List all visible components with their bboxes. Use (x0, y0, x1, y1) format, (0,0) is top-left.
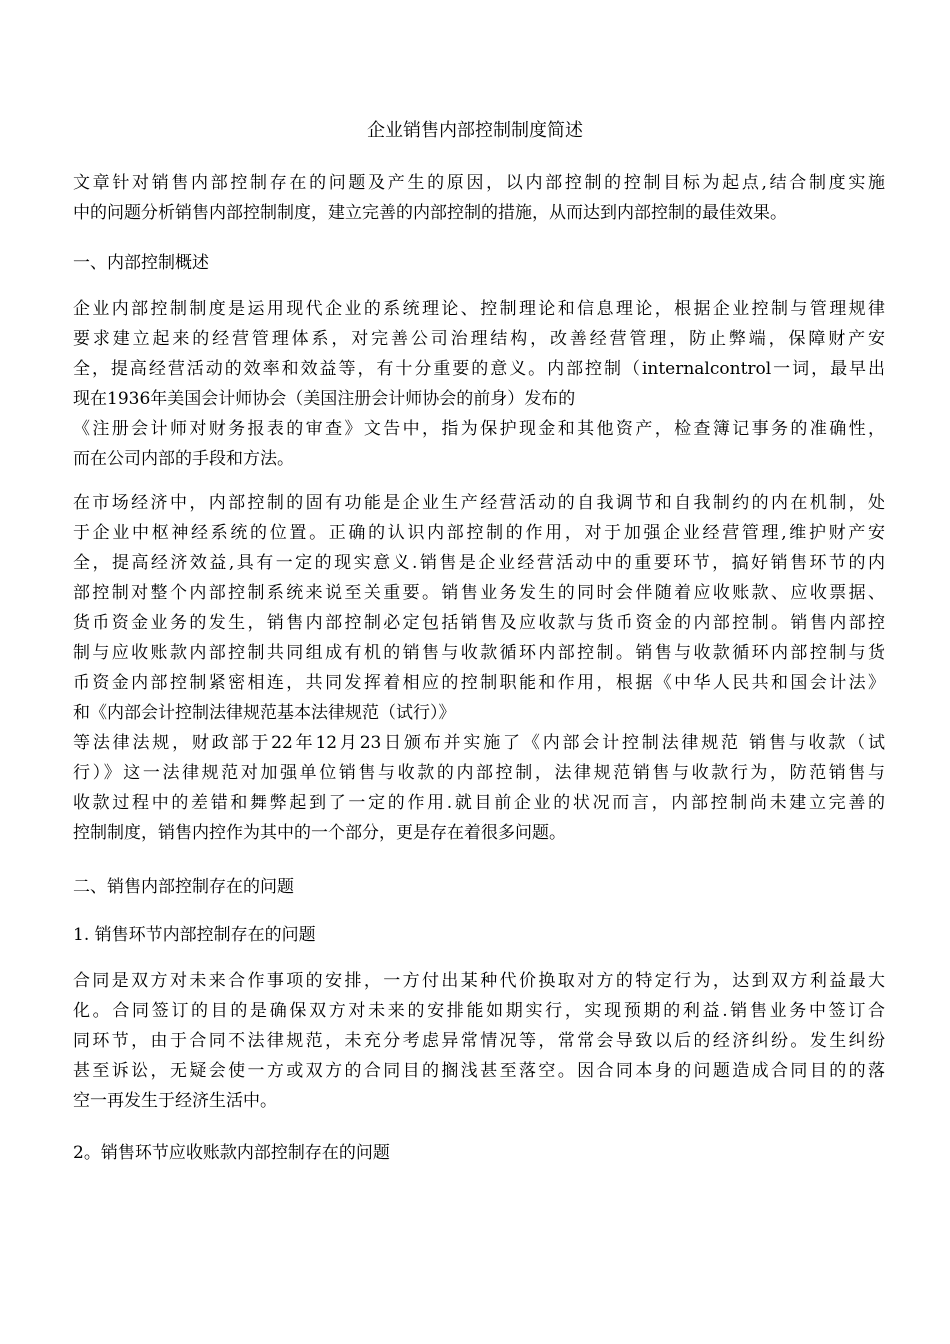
paragraph-line: 现在1936年美国会计师协会（美国注册会计师协会的前身）发布的 (73, 389, 576, 409)
paragraph-line: 全，提高经济效益,具有一定的现实意义.销售是企业经营活动中的重要环节，搞好销售环节的内 (73, 553, 885, 573)
paragraph-line: 和《内部会计控制法律规范基本法律规范（试行）》 (73, 703, 456, 723)
abstract-line: 文章针对销售内部控制存在的问题及产生的原因，以内部控制的控制目标为起点,结合制度实施 (73, 173, 885, 193)
paragraph-line: 制与应收账款内部控制共同组成有机的销售与收款循环内部控制。销售与收款循环内部控制与货 (73, 643, 885, 663)
section2-subsection1-paragraph (73, 966, 885, 1116)
section2-heading: 二、销售内部控制存在的问题 (73, 877, 294, 897)
paragraph-line: 空一再发生于经济生活中。 (73, 1091, 277, 1111)
paragraph-line: 同环节，由于合同不法律规范，未充分考虑异常情况等，常常会导致以后的经济纠纷。发生纠纷 (73, 1031, 885, 1051)
abstract-paragraph (73, 168, 885, 228)
paragraph-line: 行）》这一法律规范对加强单位销售与收款的内部控制，法律规范销售与收款行为，防范销售与 (73, 763, 885, 783)
section2-subsection1-heading: 1. 销售环节内部控制存在的问题 (73, 925, 316, 945)
paragraph-line: 全，提高经营活动的效率和效益等，有十分重要的意义。内部控制（internalcontrol一词，最早出 (73, 359, 885, 379)
paragraph-line: 企业内部控制制度是运用现代企业的系统理论、控制理论和信息理论，根据企业控制与管理规律 (73, 299, 885, 319)
paragraph-line: 于企业中枢神经系统的位置。正确的认识内部控制的作用，对于加强企业经营管理,维护财产安 (73, 523, 885, 543)
paragraph-line: 在市场经济中，内部控制的固有功能是企业生产经营活动的自我调节和自我制约的内在机制，处 (73, 493, 885, 513)
paragraph-line: 等法律法规，财政部于22年12月23日颁布并实施了《内部会计控制法律规范 销售与收款（试 (73, 733, 885, 753)
paragraph-line: 控制制度，销售内控作为其中的一个部分，更是存在着很多问题。 (73, 823, 566, 843)
section1-heading: 一、内部控制概述 (73, 253, 209, 273)
paragraph-line: 部控制对整个内部控制系统来说至关重要。销售业务发生的同时会伴随着应收账款、应收票据、 (73, 583, 885, 603)
paragraph-line: 货币资金业务的发生，销售内部控制必定包括销售及应收款与货币资金的内部控制。销售内部控 (73, 613, 885, 633)
section1-paragraph-2 (73, 488, 885, 848)
paragraph-line: 合同是双方对未来合作事项的安排，一方付出某种代价换取对方的特定行为，达到双方利益最大 (73, 971, 885, 991)
paragraph-line: 而在公司内部的手段和方法。 (73, 449, 294, 469)
document-title: 企业销售内部控制制度简述 (367, 120, 583, 141)
section1-paragraph-1 (73, 294, 885, 474)
paragraph-line: 收款过程中的差错和舞弊起到了一定的作用.就目前企业的状况而言，内部控制尚未建立完善的 (73, 793, 885, 813)
section2-subsection2-heading: 2。销售环节应收账款内部控制存在的问题 (73, 1143, 390, 1163)
paragraph-line: 币资金内部控制紧密相连，共同发挥着相应的控制职能和作用，根据《中华人民共和国会计法》 (73, 673, 885, 693)
paragraph-line: 《注册会计师对财务报表的审查》文告中，指为保护现金和其他资产，检查簿记事务的准确性， (73, 419, 885, 439)
paragraph-line: 甚至诉讼，无疑会使一方或双方的合同目的搁浅甚至落空。因合同本身的问题造成合同目的的落 (73, 1061, 885, 1081)
paragraph-line: 要求建立起来的经营管理体系，对完善公司治理结构，改善经营管理，防止弊端，保障财产安 (73, 329, 885, 349)
paragraph-line: 化。合同签订的目的是确保双方对未来的安排能如期实行，实现预期的利益.销售业务中签订合 (73, 1001, 885, 1021)
abstract-line: 中的问题分析销售内部控制制度，建立完善的内部控制的措施，从而达到内部控制的最佳效果。 (73, 203, 787, 223)
